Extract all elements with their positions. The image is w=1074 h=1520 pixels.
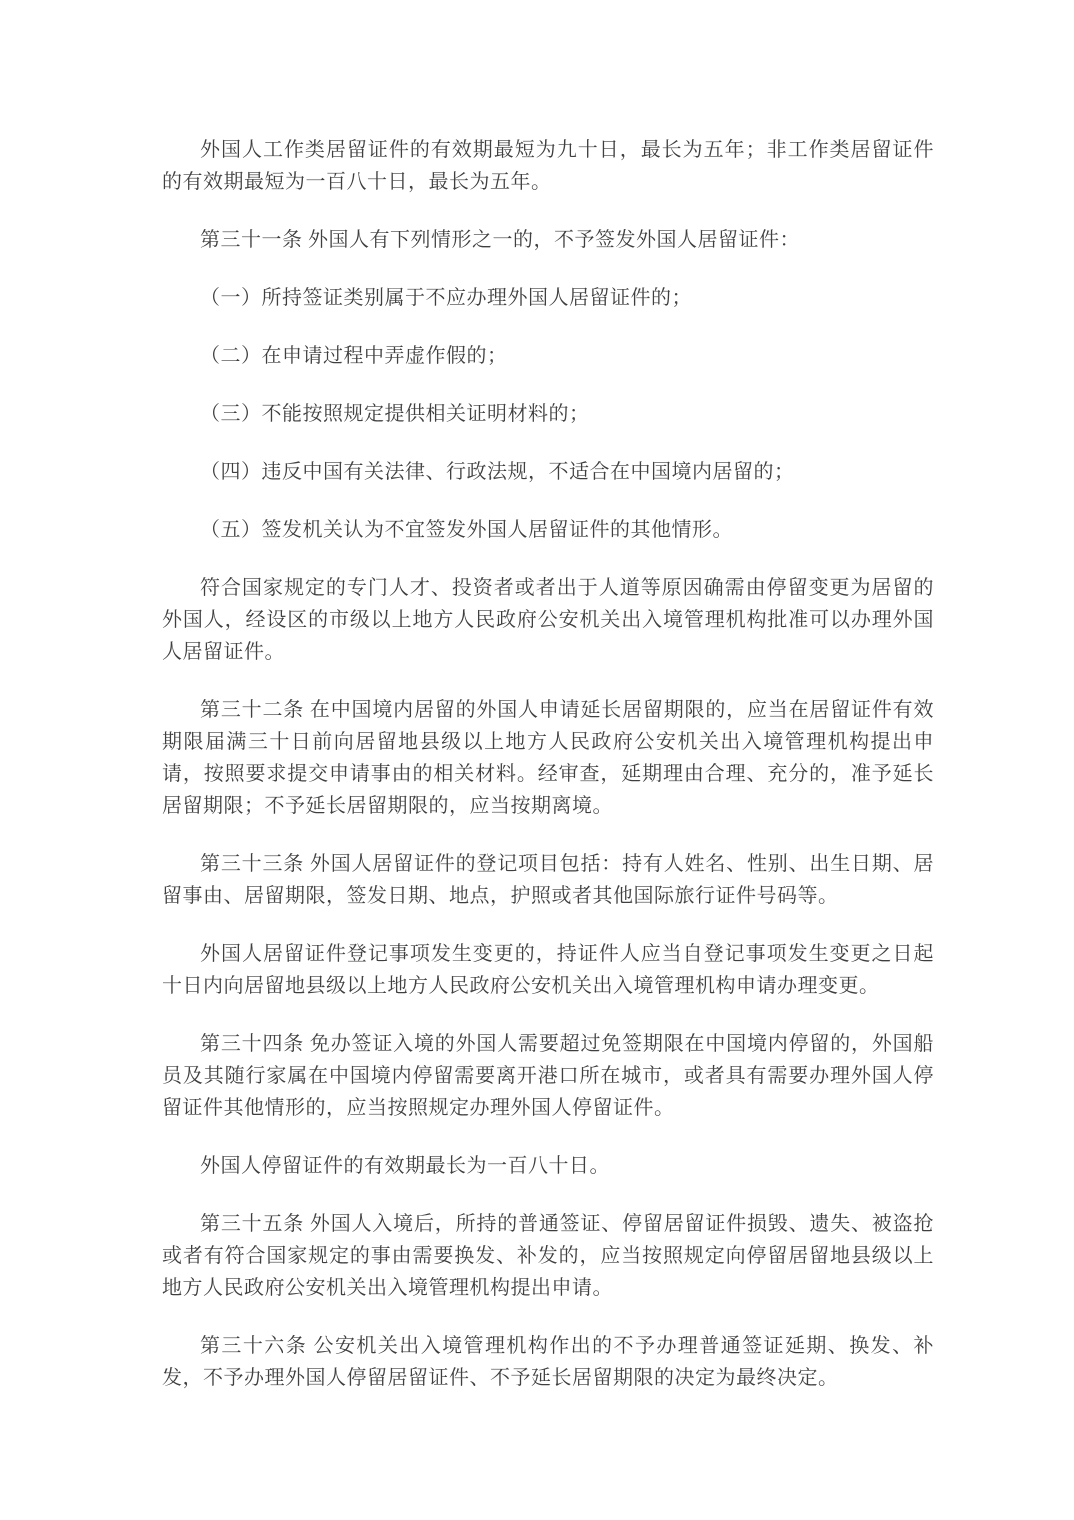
paragraph-6: （四）违反中国有关法律、行政法规，不适合在中国境内居留的； bbox=[200, 461, 795, 483]
paragraph-14: 第三十五条 外国人入境后，所持的普通签证、停留居留证件损毁、遗失、被盗抢或者有符合国家规定的事由需要换发、补发的，应当按照规定向停留居留地县级以上地方人民政府公安机关出入境管理机构提出申请。 bbox=[162, 1213, 934, 1299]
paragraph-3: （一）所持签证类别属于不应办理外国人居留证件的； bbox=[200, 287, 692, 309]
paragraph-12: 第三十四条 免办签证入境的外国人需要超过免签期限在中国境内停留的，外国船员及其随行家属在中国境内停留需要离开港口所在城市，或者具有需要办理外国人停留证件其他情形的，应当按照规定办理外国人停留证件。 bbox=[162, 1033, 934, 1119]
paragraph-15: 第三十六条 公安机关出入境管理机构作出的不予办理普通签证延期、换发、补发，不予办理外国人停留居留证件、不予延长居留期限的决定为最终决定。 bbox=[162, 1335, 934, 1389]
paragraph-13: 外国人停留证件的有效期最长为一百八十日。 bbox=[200, 1155, 610, 1177]
paragraph-10: 第三十三条 外国人居留证件的登记项目包括：持有人姓名、性别、出生日期、居留事由、居留期限，签发日期、地点，护照或者其他国际旅行证件号码等。 bbox=[162, 853, 934, 907]
paragraph-5: （三）不能按照规定提供相关证明材料的； bbox=[200, 403, 590, 425]
paragraph-8: 符合国家规定的专门人才、投资者或者出于人道等原因确需由停留变更为居留的外国人，经设区的市级以上地方人民政府公安机关出入境管理机构批准可以办理外国人居留证件。 bbox=[162, 577, 934, 663]
paragraph-9: 第三十二条 在中国境内居留的外国人申请延长居留期限的，应当在居留证件有效期限届满三十日前向居留地县级以上地方人民政府公安机关出入境管理机构提出申请，按照要求提交申请事由的相关材料。经审查，延期理由合理、充分的，准予延长居留期限；不予延长居留期限的，应当按期离境。 bbox=[162, 699, 934, 817]
paragraph-7: （五）签发机关认为不宜签发外国人居留证件的其他情形。 bbox=[200, 519, 733, 541]
paragraph-11: 外国人居留证件登记事项发生变更的，持证件人应当自登记事项发生变更之日起十日内向居留地县级以上地方人民政府公安机关出入境管理机构申请办理变更。 bbox=[162, 943, 934, 997]
paragraph-4: （二）在申请过程中弄虚作假的； bbox=[200, 345, 508, 367]
paragraph-2: 第三十一条 外国人有下列情形之一的，不予签发外国人居留证件： bbox=[200, 229, 800, 251]
document-content bbox=[162, 134, 934, 1394]
paragraph-1: 外国人工作类居留证件的有效期最短为九十日，最长为五年；非工作类居留证件的有效期最短为一百八十日，最长为五年。 bbox=[162, 139, 934, 193]
